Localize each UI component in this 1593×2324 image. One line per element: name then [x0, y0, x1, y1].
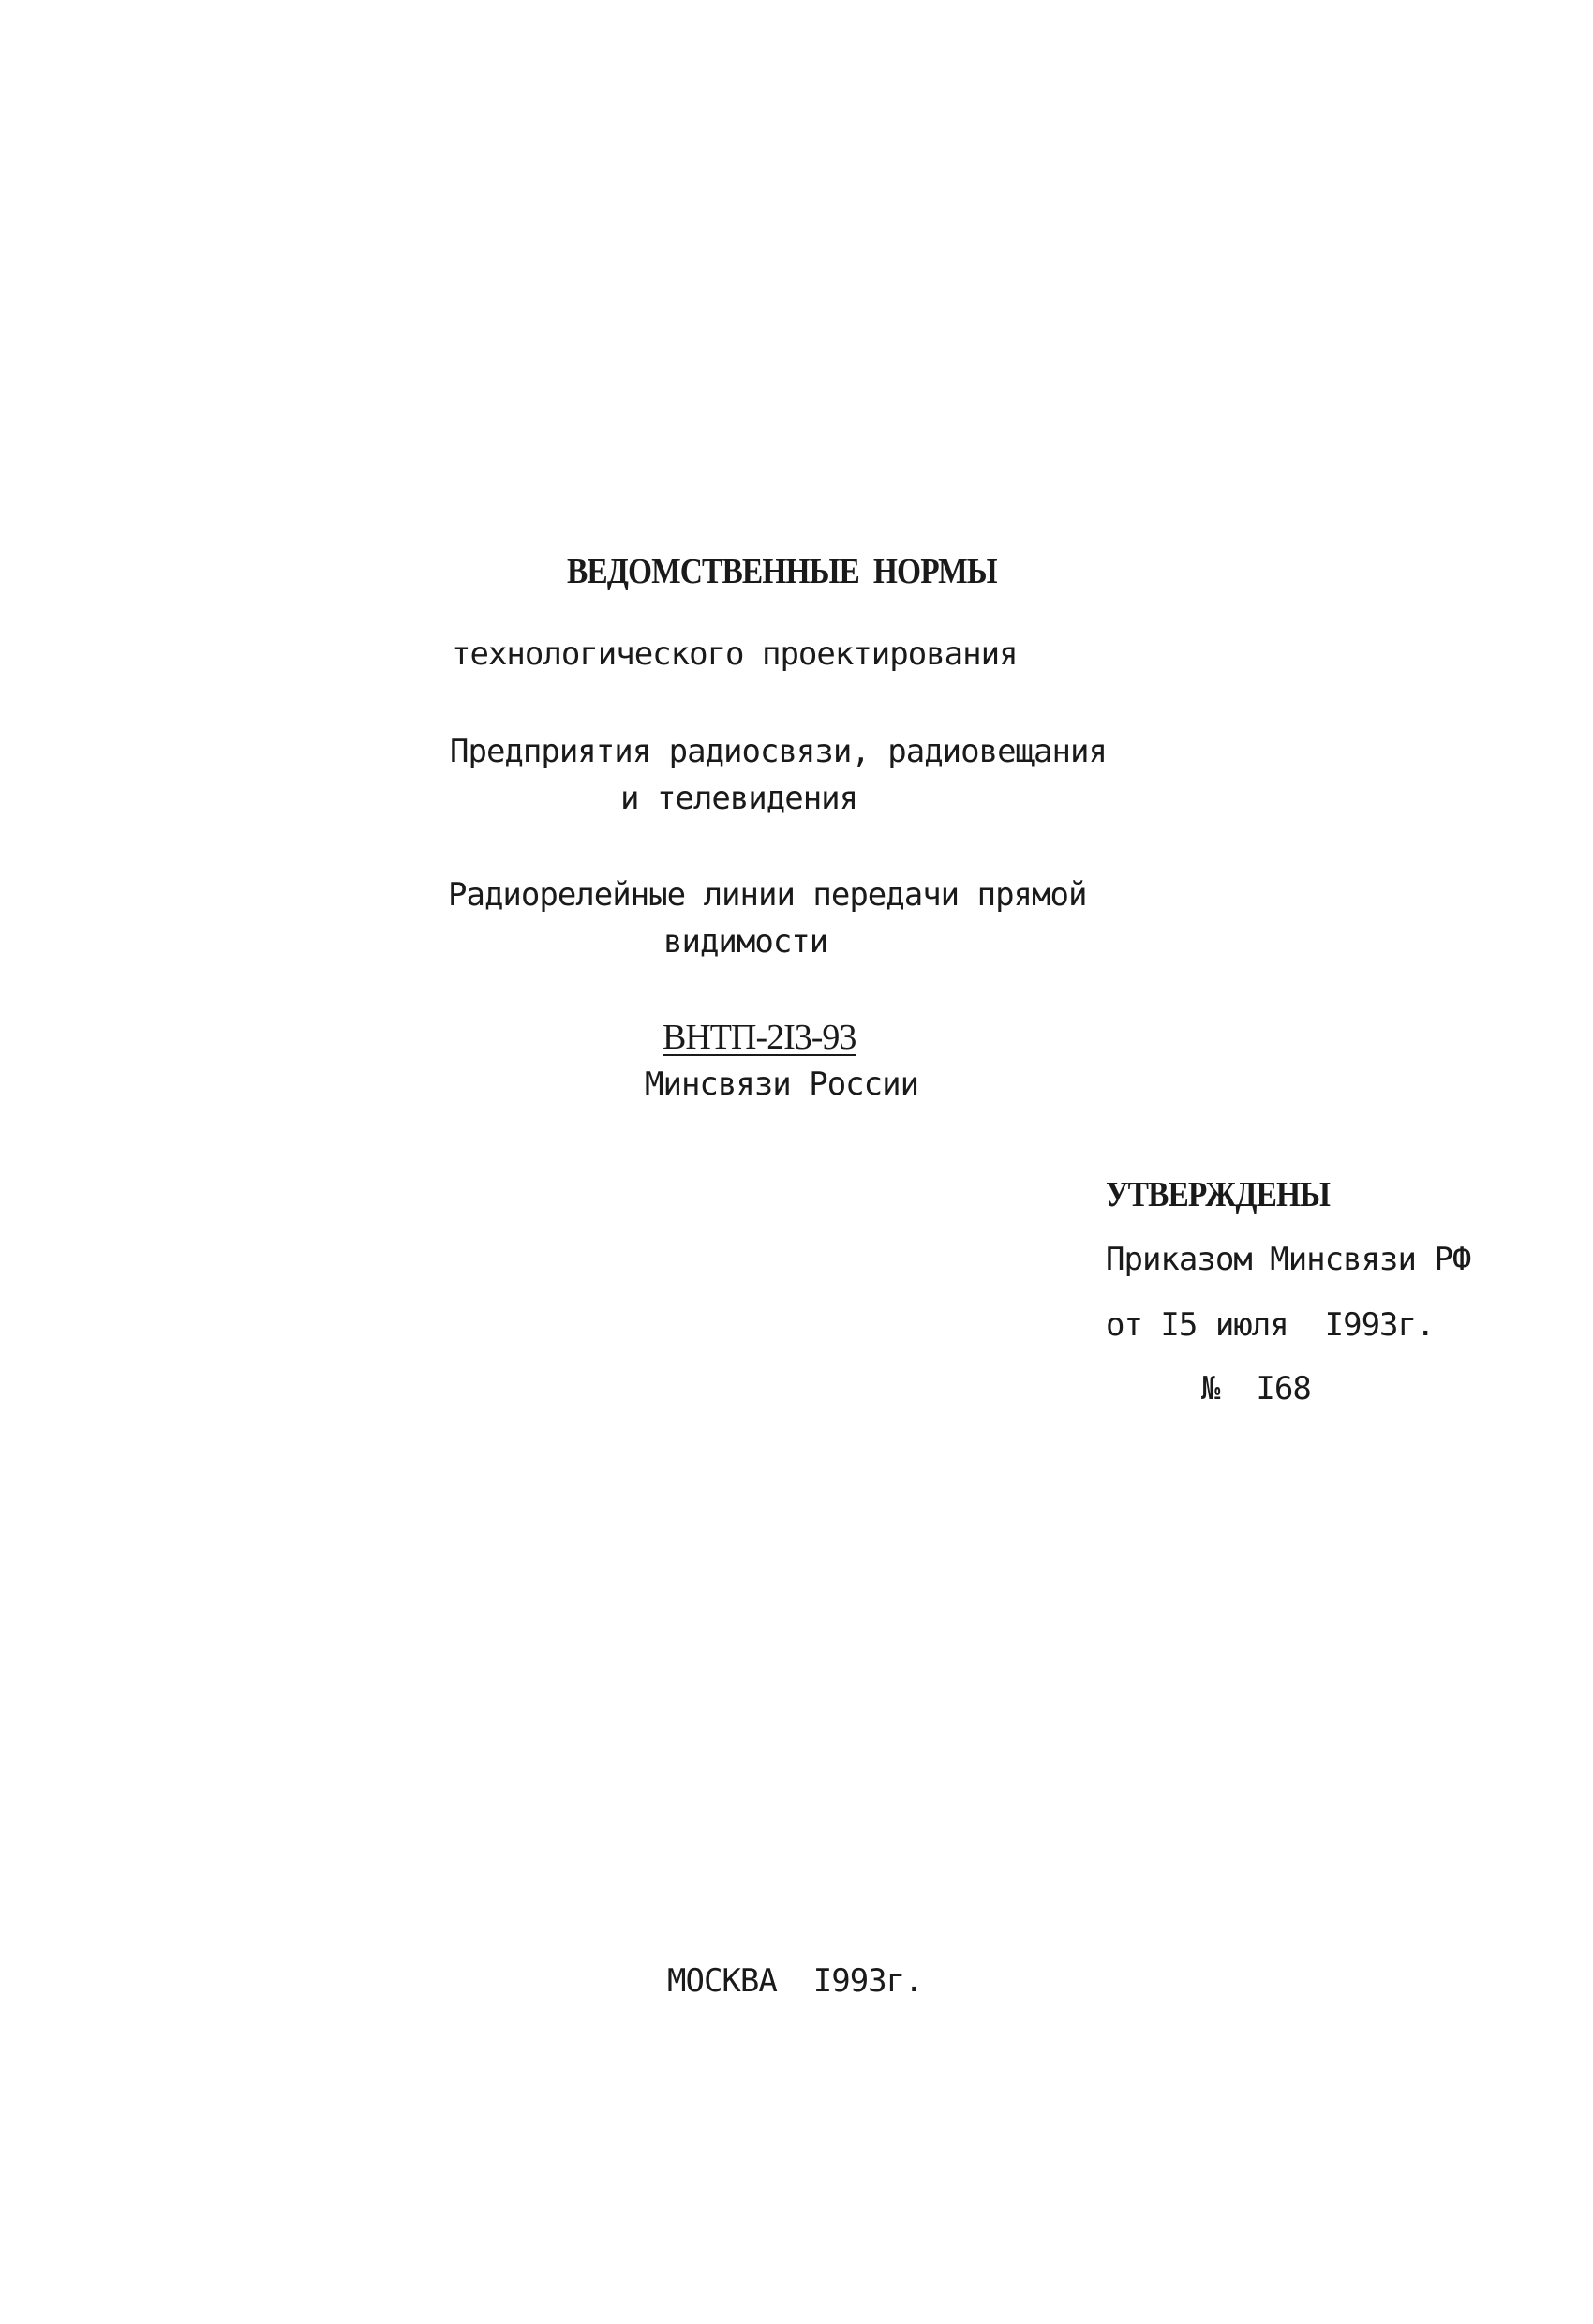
footer-place-year: МОСКВА I993г.	[667, 1962, 923, 2000]
document-code: ВНТП-2I3-93	[663, 1018, 856, 1057]
subject-line-1: Предприятия радиосвязи, радиовещания	[450, 733, 1107, 770]
approval-number: № I68	[1201, 1370, 1311, 1408]
approval-date: от I5 июля I993г.	[1106, 1306, 1435, 1344]
approval-label: УТВЕРЖДЕНЫ	[1106, 1175, 1331, 1214]
title-line-1: ВЕДОМСТВЕННЫЕ НОРМЫ	[567, 552, 997, 591]
ministry-name: Минсвязи России	[645, 1065, 919, 1103]
section-line-1: Радиорелейные линии передачи прямой	[448, 876, 1087, 914]
section-line-2: видимости	[663, 923, 828, 961]
approval-order: Приказом Минсвязи РФ	[1106, 1241, 1471, 1278]
title-line-2: технологического проектирования	[452, 635, 1018, 673]
subject-line-2: и телевидения	[620, 780, 858, 817]
